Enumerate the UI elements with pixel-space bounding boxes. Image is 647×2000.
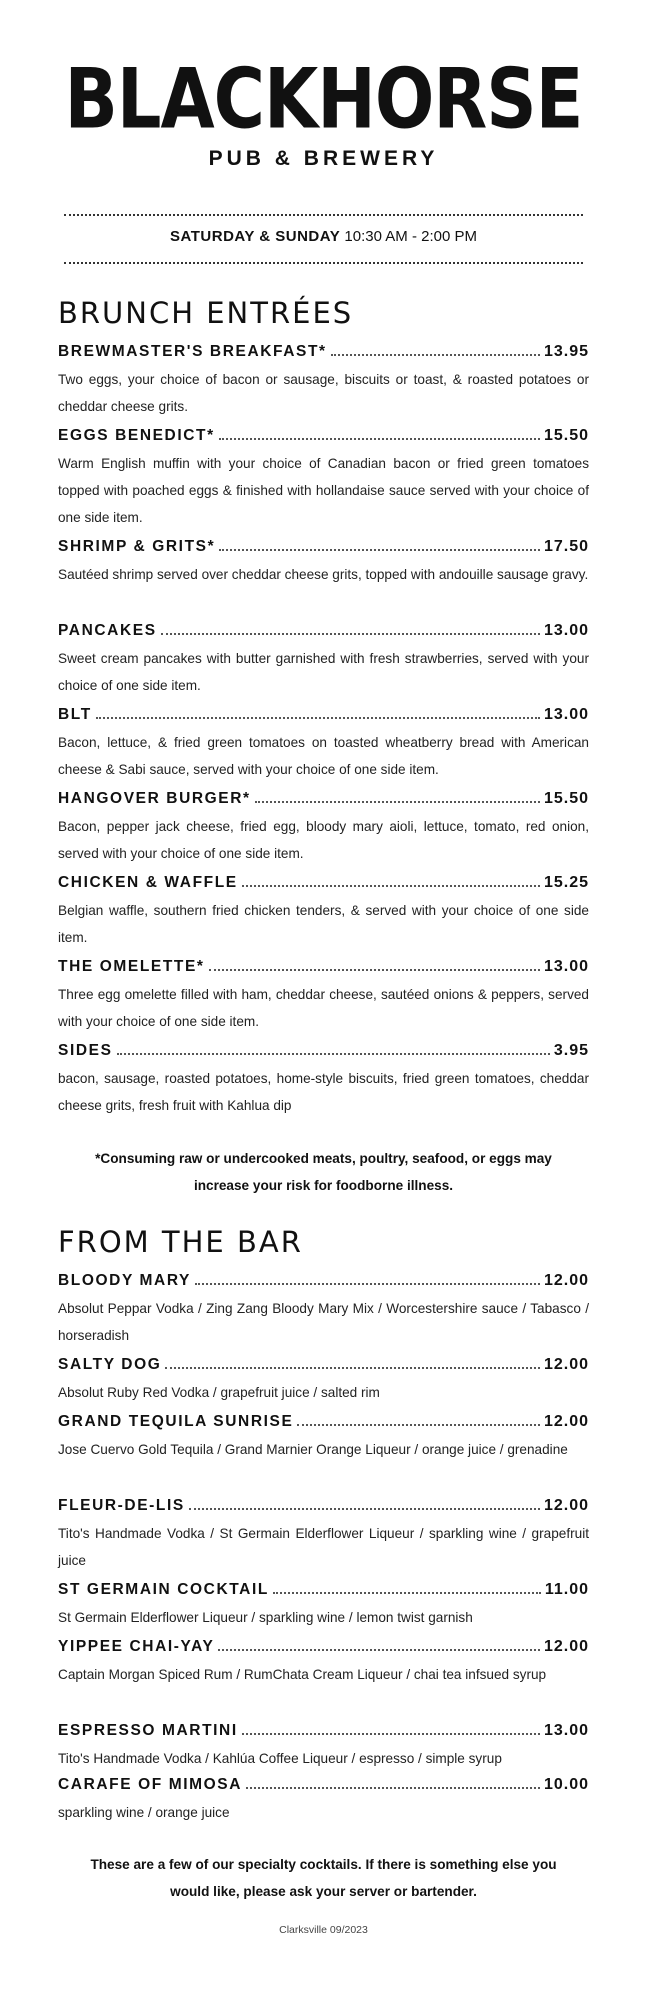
menu-item-head [58,536,589,556]
footer-location-date: Clarksville 09/2023 [279,1924,368,1936]
item-price: 11.00 [544,1581,589,1598]
notice-line: These are a few of our specialty cocktails. If there is something else you [90,1857,557,1872]
item-description: Absolut Ruby Red Vodka / grapefruit juice / salted rim [58,1385,380,1400]
menu-item-head [58,620,589,640]
item-description: sparkling wine / orange juice [58,1805,230,1820]
menu-item-head [58,1354,589,1374]
item-price: 13.00 [543,1722,589,1739]
dot-leader [195,1283,540,1285]
brand-subtitle: PUB & BREWERY [208,147,439,170]
menu-item-head [58,1720,589,1740]
item-description: St Germain Elderflower Liqueur / sparkling wine / lemon twist garnish [58,1610,473,1625]
item-name: EGGS BENEDICT* [58,427,215,444]
menu-item-head [58,1040,589,1060]
item-price: 12.00 [543,1356,589,1373]
foodborne-notice [58,1145,589,1199]
item-name: CHICKEN & WAFFLE [58,874,238,891]
item-price: 12.00 [543,1638,589,1655]
menu-item-head [58,1774,589,1794]
notice-line: *Consuming raw or undercooked meats, poultry, seafood, or eggs may [95,1151,552,1166]
item-price: 12.00 [543,1413,589,1430]
menu-page [58,0,589,2000]
hours-time: 10:30 AM - 2:00 PM [344,228,477,245]
item-price: 10.00 [543,1776,589,1793]
menu-item-head [58,1579,589,1599]
menu-item-head [58,872,589,892]
dot-leader [246,1787,540,1789]
cocktail-notice [58,1851,589,1905]
dot-leader [96,717,540,719]
item-price: 17.50 [543,538,589,555]
dot-leader [161,633,540,635]
item-price: 12.00 [543,1497,589,1514]
item-description: Bacon, lettuce, & fried green tomatoes on toasted wheatberry bread with American cheese & Sabi sauce, served with your choice of one side item. [58,735,589,777]
dot-leader [219,438,540,440]
dot-leader [273,1592,541,1594]
item-price: 13.95 [543,343,589,360]
item-description: Jose Cuervo Gold Tequila / Grand Marnier Orange Liqueur / orange juice / grenadine [58,1442,568,1457]
dot-leader [117,1053,550,1055]
menu-item-head [58,1495,589,1515]
item-description: Tito's Handmade Vodka / St Germain Elderflower Liqueur / sparkling wine / grapefruit juice [58,1526,589,1568]
dot-leader [297,1424,540,1426]
hours-line [58,228,589,245]
dot-leader [242,1733,540,1735]
item-name: SIDES [58,1042,113,1059]
dot-leader [209,969,540,971]
notice-line: would like, please ask your server or bartender. [170,1884,477,1899]
item-name: BREWMASTER'S BREAKFAST* [58,343,327,360]
item-name: ST GERMAIN COCKTAIL [58,1581,269,1598]
dot-leader [189,1508,540,1510]
dot-leader [165,1367,540,1369]
dot-leader [242,885,540,887]
divider-top [64,214,583,216]
item-description: Sautéed shrimp served over cheddar cheese grits, topped with andouille sausage gravy. [58,567,589,582]
divider-bottom [64,262,583,264]
item-name: THE OMELETTE* [58,958,205,975]
brand-title: BLACKHORSE [64,50,583,148]
menu-item-head [58,341,589,361]
item-name: SALTY DOG [58,1356,162,1373]
item-price: 12.00 [543,1272,589,1289]
hours-days: SATURDAY & SUNDAY [170,228,341,245]
item-price: 15.50 [543,427,589,444]
item-description: Captain Morgan Spiced Rum / RumChata Cream Liqueur / chai tea infsued syrup [58,1667,547,1682]
item-price: 13.00 [543,706,589,723]
item-description: bacon, sausage, roasted potatoes, home-style biscuits, fried green tomatoes, cheddar cheese grits, fresh fruit with Kahlua dip [58,1071,589,1113]
menu-item-head [58,425,589,445]
item-description: Warm English muffin with your choice of Canadian bacon or fried green tomatoes topped with poached eggs & finished with hollandaise sauce served with your choice of one side item. [58,456,589,525]
item-price: 13.00 [543,622,589,639]
dot-leader [255,801,540,803]
item-description: Sweet cream pancakes with butter garnished with fresh strawberries, served with your choice of one side item. [58,651,589,693]
menu-item-head [58,1411,589,1431]
menu-item-head [58,788,589,808]
item-description: Two eggs, your choice of bacon or sausage, biscuits or toast, & roasted potatoes or cheddar cheese grits. [58,372,589,414]
section-title-brunch: BRUNCH ENTRÉES [58,296,354,330]
item-price: 13.00 [543,958,589,975]
item-description: Bacon, pepper jack cheese, fried egg, bloody mary aioli, lettuce, tomato, red onion, served with your choice of one side item. [58,819,589,861]
item-name: SHRIMP & GRITS* [58,538,216,555]
item-price: 15.50 [543,790,589,807]
menu-item-head [58,704,589,724]
dot-leader [331,354,540,356]
item-description: Tito's Handmade Vodka / Kahlúa Coffee Liqueur / espresso / simple syrup [58,1751,502,1766]
item-name: FLEUR-DE-LIS [58,1497,185,1514]
item-name: PANCAKES [58,622,157,639]
dot-leader [219,549,540,551]
item-name: BLOODY MARY [58,1272,191,1289]
item-description: Absolut Peppar Vodka / Zing Zang Bloody Mary Mix / Worcestershire sauce / Tabasco / horseradish [58,1301,589,1343]
item-name: HANGOVER BURGER* [58,790,251,807]
item-name: BLT [58,706,92,723]
item-name: YIPPEE CHAI-YAY [58,1638,215,1655]
dot-leader [218,1649,540,1651]
item-name: ESPRESSO MARTINI [58,1722,238,1739]
item-name: GRAND TEQUILA SUNRISE [58,1413,294,1430]
menu-item-head [58,1636,589,1656]
notice-line: increase your risk for foodborne illness. [193,1178,454,1193]
menu-item-head [58,1270,589,1290]
item-description: Three egg omelette filled with ham, cheddar cheese, sautéed onions & peppers, served with your choice of one side item. [58,987,589,1029]
item-name: CARAFE OF MIMOSA [58,1776,243,1793]
item-price: 3.95 [553,1042,589,1059]
section-title-bar: FROM THE BAR [58,1225,303,1259]
item-price: 15.25 [543,874,589,891]
menu-item-head [58,956,589,976]
item-description: Belgian waffle, southern fried chicken tenders, & served with your choice of one side item. [58,903,589,945]
